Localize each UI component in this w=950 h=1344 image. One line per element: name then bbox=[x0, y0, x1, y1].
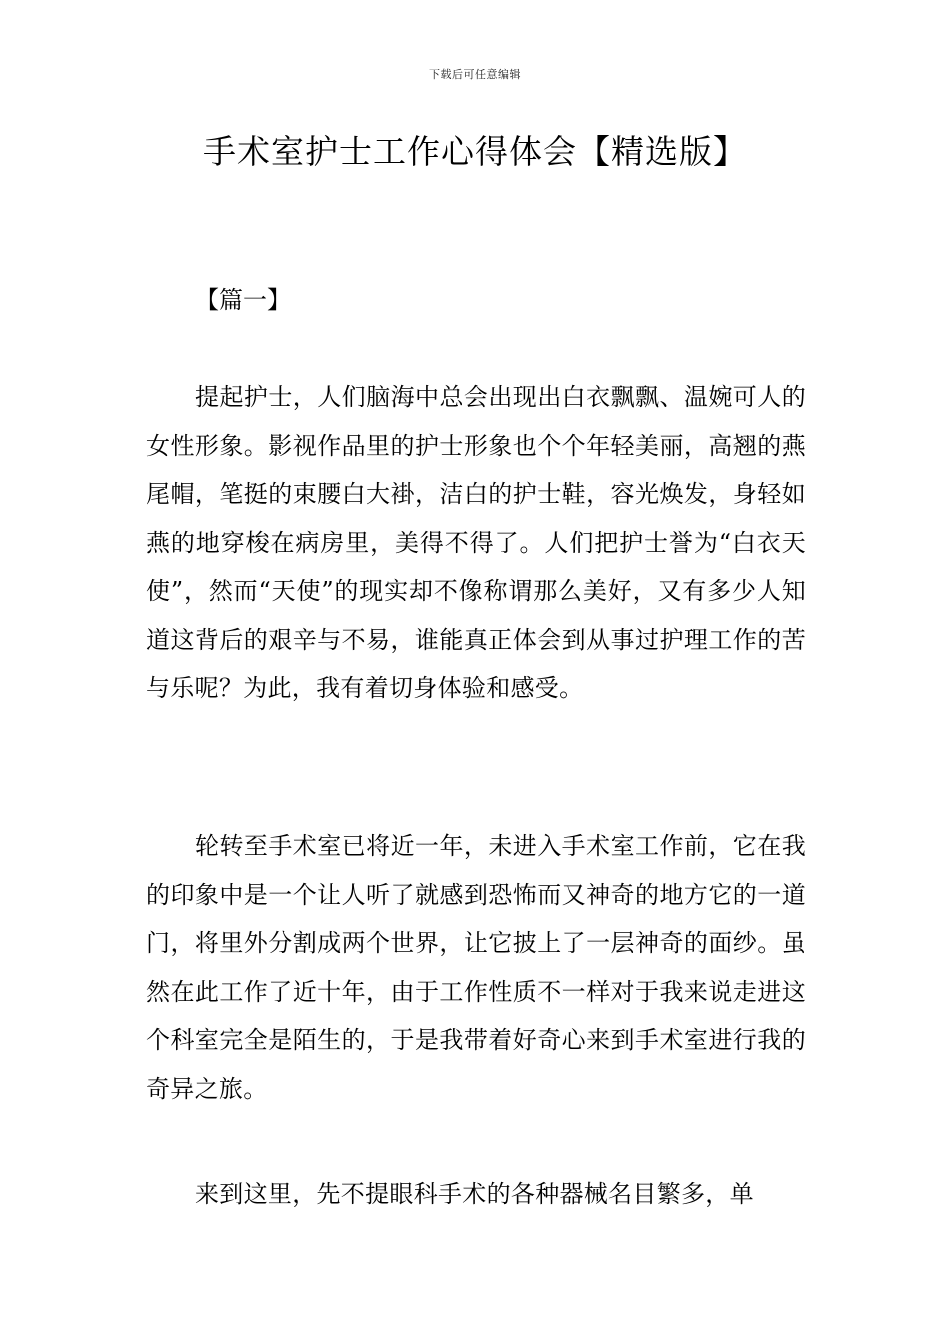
body-paragraph-2: 轮转至手术室已将近一年，未进入手术室工作前，它在我的印象中是一个让人听了就感到恐怖而又神奇的地方它的一道门，将里外分割成两个世界，让它披上了一层神奇的面纱。虽然在此工作了近十年，由于工作性质不一样对于我来说走进这个科室完全是陌生的，于是我带着好奇心来到手术室进行我的奇异之旅。 bbox=[146, 832, 806, 1103]
section-label: 【篇一】 bbox=[195, 286, 291, 314]
document-title: 手术室护士工作心得体会【精选版】 bbox=[203, 132, 747, 171]
body-paragraph-1: 提起护士，人们脑海中总会出现出白衣飘飘、温婉可人的女性形象。影视作品里的护士形象也个个年轻美丽，高翘的燕尾帽，笔挺的束腰白大褂，洁白的护士鞋，容光焕发，身轻如燕的地穿梭在病房里，美得不得了。人们把护士誉为“白衣天使”，然而“天使”的现实却不像称谓那么美好，又有多少人知道这背后的艰辛与不易，谁能真正体会到从事过护理工作的苦与乐呢？为此，我有着切身体验和感受。 bbox=[146, 383, 806, 702]
body-paragraph-3: 来到这里，先不提眼科手术的各种器械名目繁多，单 bbox=[195, 1180, 754, 1208]
header-note: 下载后可任意编辑 bbox=[429, 68, 521, 81]
